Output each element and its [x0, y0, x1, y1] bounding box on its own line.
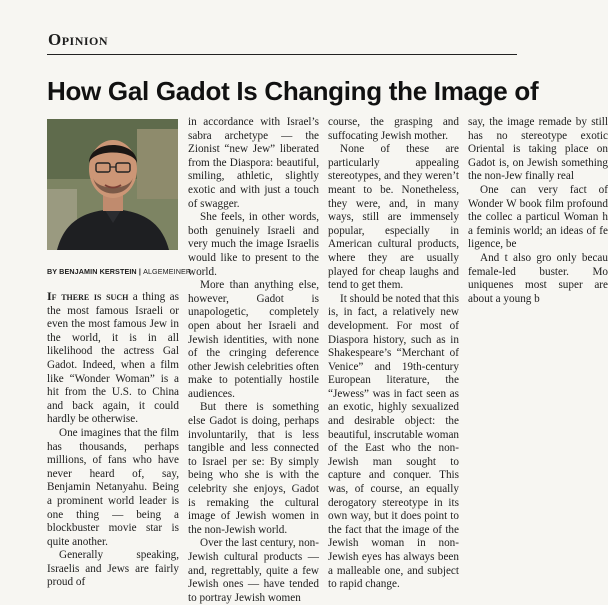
paragraph: It should be noted that this is, in fact, a relatively new development. For most of Diaspora history, such as in Shakespeare’s “Merchant of Venice” and 19th-century European literature, the “Jewess” was in fact seen as an exotic, highly sexualized and desirable object: the beautiful, inscrutable woman of the East who the non-Jewish man sought to capture and conquer. This was, of course, an equally derogatory stereotype in its own way, but it does point to the fact that the image of the Jewish woman in non-Jewish eyes has always been a malleable one, and subject to rapid change.	[328, 292, 460, 591]
paragraph: in accordance with Israel’s sabra archetype — the Zionist “new Jew” liberated from the Diaspora: beautiful, smiling, athletic, slightly exotic and with just a touch of swagger.	[188, 116, 319, 210]
paragraph: Generally speaking, Israelis and Jews are fairly proud of	[47, 549, 179, 589]
paragraph: say, the image remade by still has no stereotype exotic Oriental is taking place on Gadot is, on Jewish something the non-Jew finally real	[468, 116, 608, 183]
paragraph: And t also gro only becau female-led buster. Mo uniquenes most super are about a young b	[468, 251, 608, 305]
paragraph: None of these are particularly appealing stereotypes, and they weren’t meant to be. Nonetheless, they were, and, in many ways, still are immensely popular, especially in American cultural products, where they are usually played for cheap laughs and tend to get them.	[328, 143, 459, 292]
section-rule	[47, 54, 517, 55]
byline-separator: |	[138, 267, 144, 276]
section-label: Opinion	[48, 30, 109, 49]
article-column-4	[468, 116, 608, 512]
paragraph: course, the grasping and suffocating Jewish mother.	[328, 116, 459, 142]
article-column-2	[188, 116, 319, 605]
article-column-3	[328, 116, 459, 592]
paragraph: One can very fact of Wonder W book film profound the collec a particul Woman h a feminis world; an ideas of fe ligence, be	[468, 183, 608, 251]
paragraph: She feels, in other words, both genuinely Israeli and very much the image Israelis would like to present to the world.	[188, 211, 319, 278]
byline	[47, 267, 192, 276]
article-headline: How Gal Gadot Is Changing the Image of	[47, 76, 539, 106]
byline-author: BY BENJAMIN KERSTEIN	[47, 267, 137, 276]
paragraph-text: a thing as the most famous Israeli or even the most famous Jew in the world, it is in all likelihood the actress Gal Gadot. Indeed, when a film like “Wonder Woman” is a hit from the U.S. to China and back again, it could hardly be otherwise.	[47, 291, 179, 426]
paragraph: One imagines that the film has thousands, perhaps millions, of fans who have never heard of, say, Benjamin Netanyahu. Being a prominent world leader is one thing — being a blockbuster movie star is quite another.	[47, 426, 179, 548]
author-photo	[47, 119, 178, 250]
paragraph: Over the last century, non-Jewish cultural products — and, regrettably, quite a few Jewish ones — have tended to portray Jewish women	[188, 537, 319, 604]
paragraph: More than anything else, however, Gadot is unapologetic, completely open about her Israeli and Jewish identities, with none of the cringing deference other Jewish celebrities often make to potentially hostile audiences.	[188, 279, 319, 400]
byline-publication: ALGEMEINER	[143, 267, 192, 276]
paragraph: But there is something else Gadot is doing, perhaps involuntarily, that is less tangible and less connected to Israel per se: By simply being who she is with the celebrity she enjoys, Gadot is remaking the cultural image of Jewish women in the non-Jewish world.	[188, 401, 319, 536]
paragraph	[47, 290, 179, 427]
lead-in: If there is such	[47, 289, 129, 303]
author-portrait-icon	[47, 119, 178, 250]
article-column-1	[47, 290, 179, 590]
